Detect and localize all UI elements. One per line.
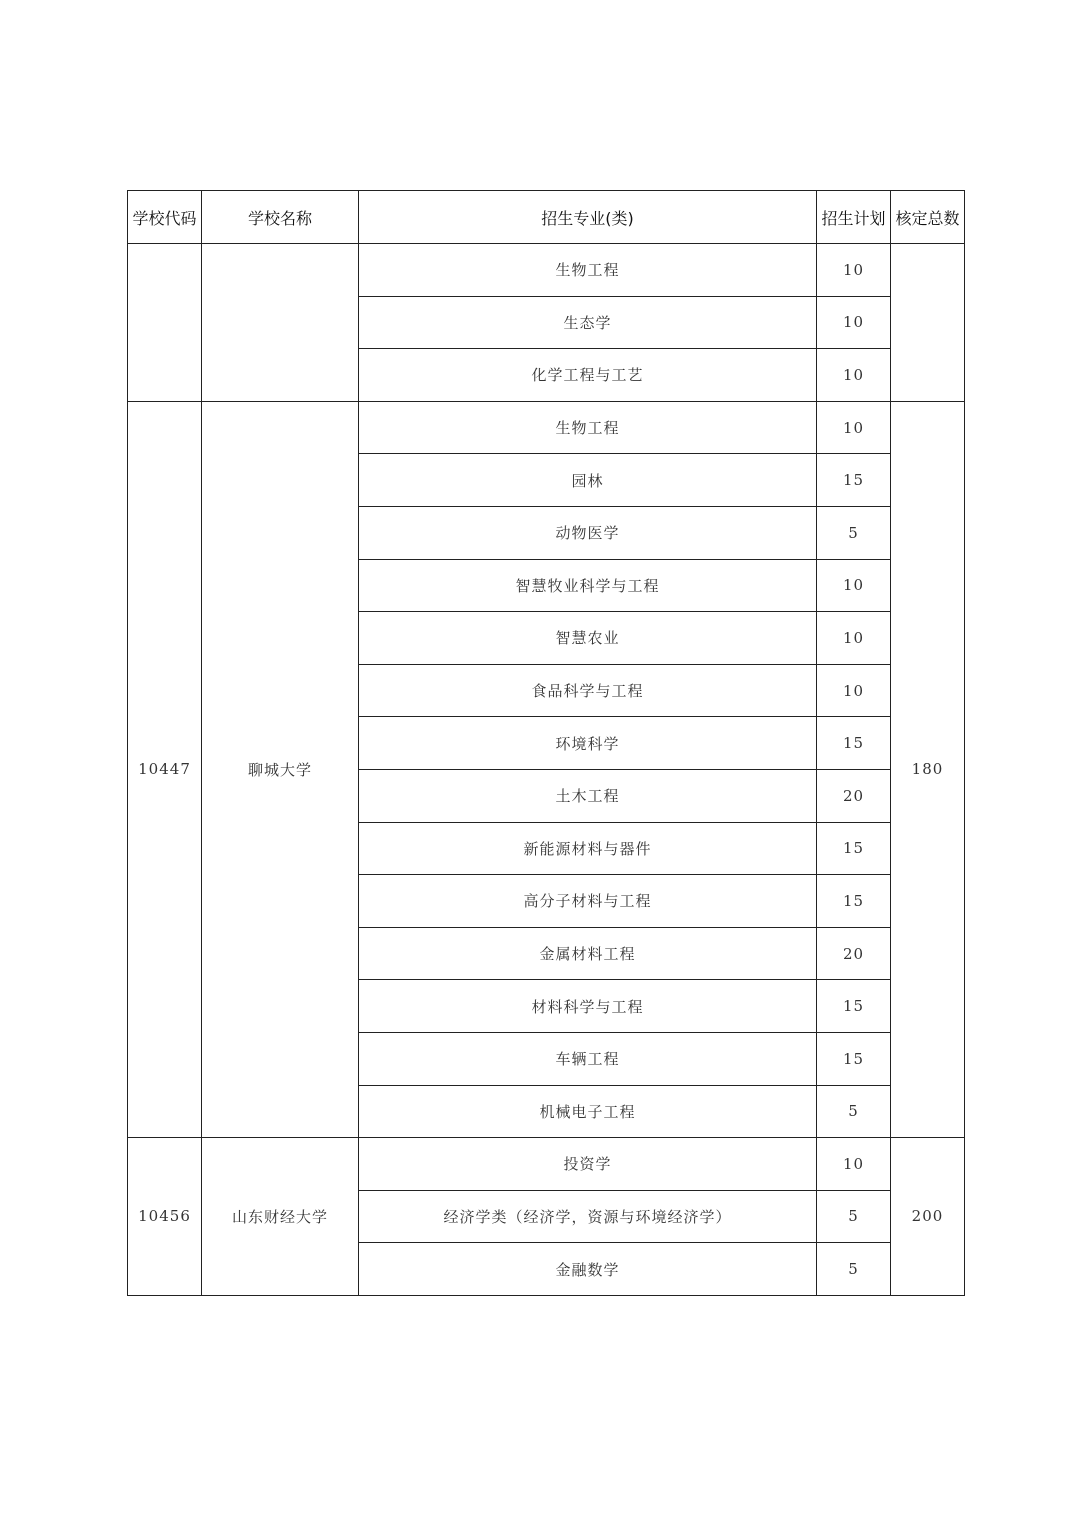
enrollment-table	[127, 190, 965, 1296]
plan-cell: 20	[817, 927, 891, 980]
plan-cell: 10	[817, 612, 891, 665]
major-cell: 投资学	[359, 1138, 817, 1191]
school-code-cell: 10447	[128, 401, 202, 1137]
table-row	[128, 1138, 965, 1191]
plan-cell: 10	[817, 296, 891, 349]
major-cell: 食品科学与工程	[359, 664, 817, 717]
header-school-name: 学校名称	[202, 191, 359, 244]
major-cell: 金融数学	[359, 1243, 817, 1296]
plan-cell: 10	[817, 1138, 891, 1191]
table-row	[128, 244, 965, 297]
school-name-cell: 聊城大学	[202, 401, 359, 1137]
plan-cell: 5	[817, 506, 891, 559]
plan-cell: 10	[817, 349, 891, 402]
header-plan: 招生计划	[817, 191, 891, 244]
school-code-cell: 10456	[128, 1138, 202, 1296]
major-cell: 环境科学	[359, 717, 817, 770]
header-total: 核定总数	[891, 191, 965, 244]
major-cell: 生物工程	[359, 244, 817, 297]
table-header-row	[128, 191, 965, 244]
plan-cell: 15	[817, 822, 891, 875]
plan-cell: 5	[817, 1085, 891, 1138]
major-cell: 动物医学	[359, 506, 817, 559]
plan-cell: 15	[817, 875, 891, 928]
major-cell: 生态学	[359, 296, 817, 349]
school-name-cell	[202, 244, 359, 402]
plan-cell: 10	[817, 244, 891, 297]
plan-cell: 15	[817, 717, 891, 770]
plan-cell: 20	[817, 769, 891, 822]
plan-cell: 15	[817, 1032, 891, 1085]
plan-cell: 10	[817, 559, 891, 612]
plan-cell: 5	[817, 1190, 891, 1243]
major-cell: 高分子材料与工程	[359, 875, 817, 928]
major-cell: 智慧牧业科学与工程	[359, 559, 817, 612]
major-cell: 智慧农业	[359, 612, 817, 665]
major-cell: 园林	[359, 454, 817, 507]
major-cell: 经济学类（经济学，资源与环境经济学）	[359, 1190, 817, 1243]
header-school-code: 学校代码	[128, 191, 202, 244]
major-cell: 生物工程	[359, 401, 817, 454]
plan-cell: 5	[817, 1243, 891, 1296]
school-name-cell: 山东财经大学	[202, 1138, 359, 1296]
plan-cell: 10	[817, 664, 891, 717]
major-cell: 新能源材料与器件	[359, 822, 817, 875]
total-cell: 200	[891, 1138, 965, 1296]
plan-cell: 15	[817, 980, 891, 1033]
major-cell: 车辆工程	[359, 1032, 817, 1085]
table-row	[128, 401, 965, 454]
plan-cell: 10	[817, 401, 891, 454]
total-cell: 180	[891, 401, 965, 1137]
major-cell: 材料科学与工程	[359, 980, 817, 1033]
header-major: 招生专业(类)	[359, 191, 817, 244]
major-cell: 机械电子工程	[359, 1085, 817, 1138]
major-cell: 土木工程	[359, 769, 817, 822]
major-cell: 化学工程与工艺	[359, 349, 817, 402]
major-cell: 金属材料工程	[359, 927, 817, 980]
plan-cell: 15	[817, 454, 891, 507]
total-cell	[891, 244, 965, 402]
school-code-cell	[128, 244, 202, 402]
